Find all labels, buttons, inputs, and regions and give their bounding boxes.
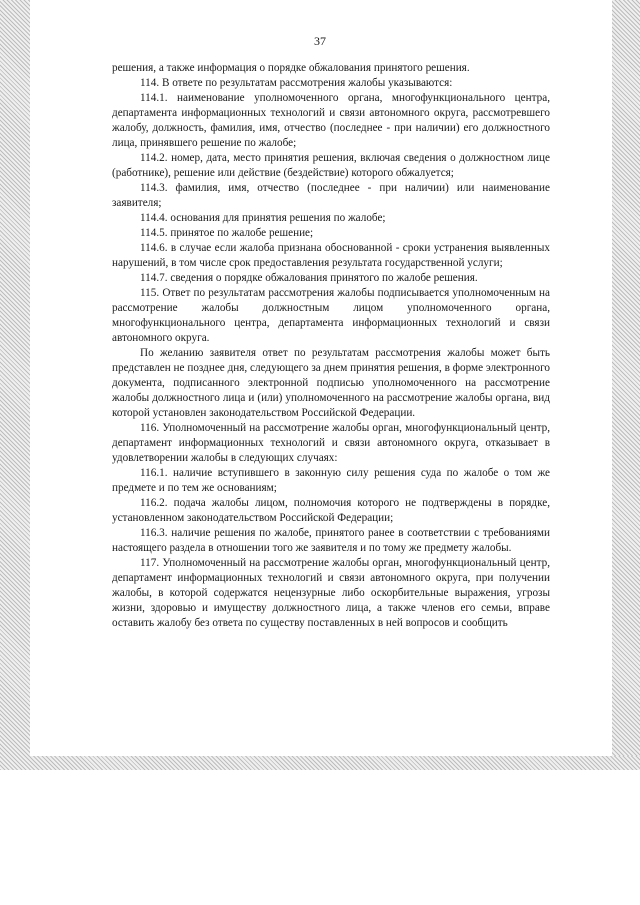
paragraph: 114.1. наименование уполномоченного органа, многофункционального центра, департамента информационных технологий и связи автономного округа, рассмотревшего жалобу, должность, фамилия, имя, отчество (последнее - при наличии) его должностного лица, принявшего решение по жалобе; — [112, 92, 550, 149]
paragraph: 116.1. наличие вступившего в законную силу решения суда по жалобе о том же предмете и по тем же основаниям; — [112, 467, 550, 494]
paragraph: По желанию заявителя ответ по результатам рассмотрения жалобы может быть представлен не позднее дня, следующего за днем принятия решения, в форме электронного документа, подписанного электронной подписью уполномоченного на рассмотрение жалобы должностного лица и (или) уполномоченного на рассмотрение жалобы органа, вид которой установлен законодательством Российской Федерации. — [112, 347, 550, 419]
document-body — [112, 61, 550, 631]
scan-border-left — [0, 0, 30, 770]
page-number: 37 — [314, 34, 326, 48]
paragraph: 117. Уполномоченный на рассмотрение жалобы орган, многофункциональный центр, департамент информационных технологий и связи автономного округа, при получении жалобы, в которой содержатся нецензурные либо оскорбительные выражения, угрозы жизни, здоровью и имуществу должностного лица, а также членов его семьи, вправе оставить жалобу без ответа по существу поставленных в ней вопросов и сообщить — [112, 557, 550, 629]
paragraph: 114.3. фамилия, имя, отчество (последнее - при наличии) или наименование заявителя; — [112, 182, 550, 209]
paragraph: 116.2. подача жалобы лицом, полномочия которого не подтверждены в порядке, установленном законодательством Российской Федерации; — [112, 497, 550, 524]
scan-border-right — [612, 0, 640, 770]
paragraph: 114. В ответе по результатам рассмотрения жалобы указываются: — [140, 77, 453, 89]
paragraph: 114.4. основания для принятия решения по жалобе; — [140, 212, 386, 224]
paragraph: 116. Уполномоченный на рассмотрение жалобы орган, многофункциональный центр, департамент информационных технологий и связи автономного округа, отказывает в удовлетворении жалобы в следующих случаях: — [112, 422, 550, 464]
paragraph: 116.3. наличие решения по жалобе, принятого ранее в соответствии с требованиями настоящего раздела в отношении того же заявителя и по тому же предмету жалобы. — [112, 527, 550, 554]
paragraph: 114.2. номер, дата, место принятия решения, включая сведения о должностном лице (работнике), решение или действие (бездействие) которого обжалуется; — [112, 152, 550, 179]
scan-border-bottom — [0, 756, 640, 770]
paragraph: 114.5. принятое по жалобе решение; — [140, 227, 314, 239]
paragraph: 114.7. сведения о порядке обжалования принятого по жалобе решения. — [140, 272, 478, 284]
paragraph: 114.6. в случае если жалоба признана обоснованной - сроки устранения выявленных нарушений, в том числе срок предоставления результата государственной услуги; — [112, 242, 550, 269]
paragraph: решения, а также информация о порядке обжалования принятого решения. — [112, 62, 470, 74]
paragraph: 115. Ответ по результатам рассмотрения жалобы подписывается уполномоченным на рассмотрение жалобы должностным лицом уполномоченного органа, многофункционального центра, департамента информационных технологий и связи автономного округа. — [112, 287, 550, 344]
